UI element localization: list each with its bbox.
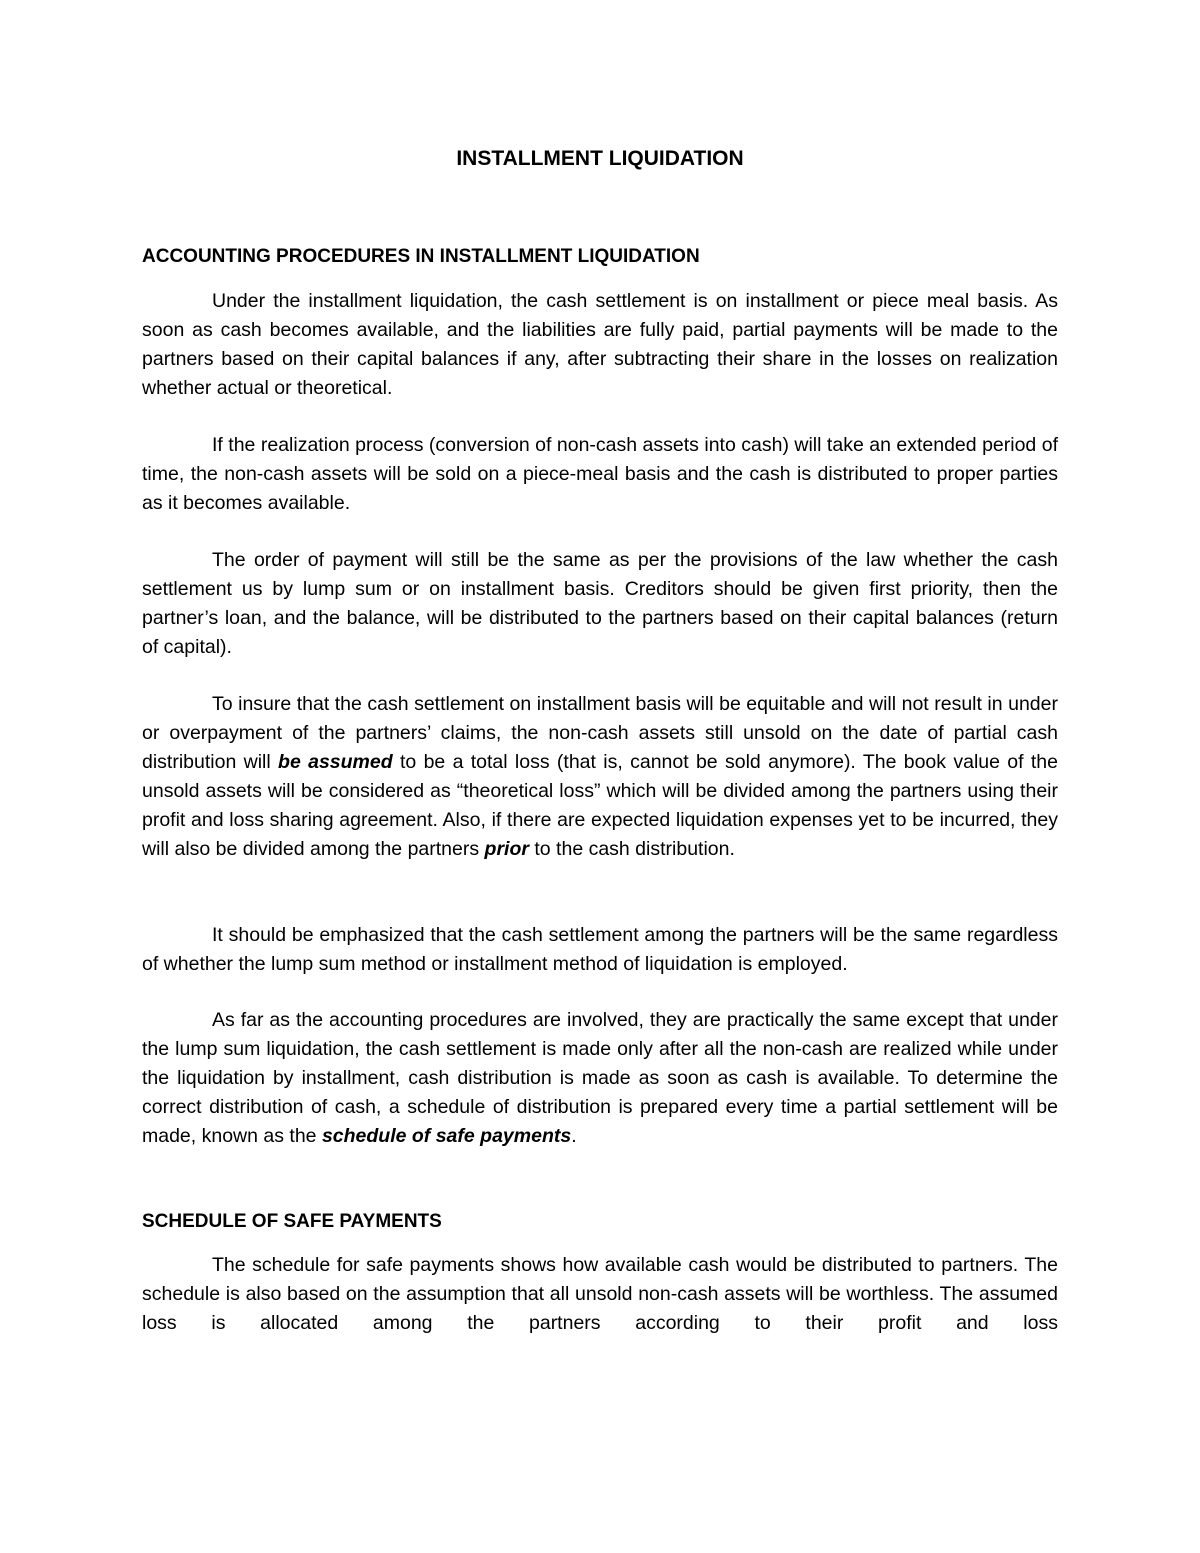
paragraph-6-text-a: As far as the accounting procedures are involved, they are practically the same except that under the lump sum liquidation, the cash settlement is made only after all the non-cash are realized while under the liquidation by installment, cash distribution is made as soon as cash is available. To determine the correct distribution of cash, a schedule of distribution is prepared every time a partial settlement will be made, known as the xyxy=(142,1009,1058,1147)
paragraph-4-emphasis-prior: prior xyxy=(484,837,529,860)
paragraph-1: Under the installment liquidation, the cash settlement is on installment or piece meal basis. As soon as cash becomes available, and the liabilities are fully paid, partial payments will be made to the partners based on their capital balances if any, after subtracting their share in the losses on realization whether actual or theoretical. xyxy=(142,290,1058,399)
section-heading-schedule-of-safe-payments: SCHEDULE OF SAFE PAYMENTS xyxy=(142,1211,442,1232)
document-title: INSTALLMENT LIQUIDATION xyxy=(456,147,744,170)
paragraph-4-emphasis-be-assumed: be assumed xyxy=(278,750,393,773)
paragraph-7: The schedule for safe payments shows how available cash would be distributed to partners. The schedule is also based on the assumption that all unsold non-cash assets will be worthless. The assumed loss is allocated among the partners according to their profit and loss xyxy=(142,1254,1058,1334)
paragraph-6-emphasis-schedule-of-safe-payments: schedule of safe payments xyxy=(321,1124,572,1147)
paragraph-4-text-b: to be a total loss (that is, cannot be sold anymore). The book value of the unsold assets will be considered as “theoretical loss” which will be divided among the partners using their profit and loss sharing agreement. Also, if there are expected liquidation expenses yet to be incurred, they will also be divided among the partners xyxy=(142,750,1058,860)
paragraph-3: The order of payment will still be the same as per the provisions of the law whether the cash settlement us by lump sum or on installment basis. Creditors should be given first priority, then the partner’s loan, and the balance, will be distributed to the partners based on their capital balances (return of capital). xyxy=(142,549,1058,658)
section-heading-accounting-procedures: ACCOUNTING PROCEDURES IN INSTALLMENT LIQUIDATION xyxy=(142,246,700,267)
paragraph-6-text-b: . xyxy=(571,1124,577,1147)
paragraph-4-text-c: to the cash distribution. xyxy=(528,837,735,860)
paragraph-4-text-a: To insure that the cash settlement on installment basis will be equitable and will not result in under or overpayment of the partners’ claims, the non-cash assets still unsold on the date of partial cash distribution will xyxy=(142,693,1058,773)
paragraph-2: If the realization process (conversion of non-cash assets into cash) will take an extended period of time, the non-cash assets will be sold on a piece-meal basis and the cash is distributed to proper parties as it becomes available. xyxy=(142,434,1058,514)
paragraph-5: It should be emphasized that the cash settlement among the partners will be the same regardless of whether the lump sum method or installment method of liquidation is employed. xyxy=(142,924,1058,975)
paragraph-6 xyxy=(142,1006,1058,1151)
paragraph-4 xyxy=(142,690,1058,863)
